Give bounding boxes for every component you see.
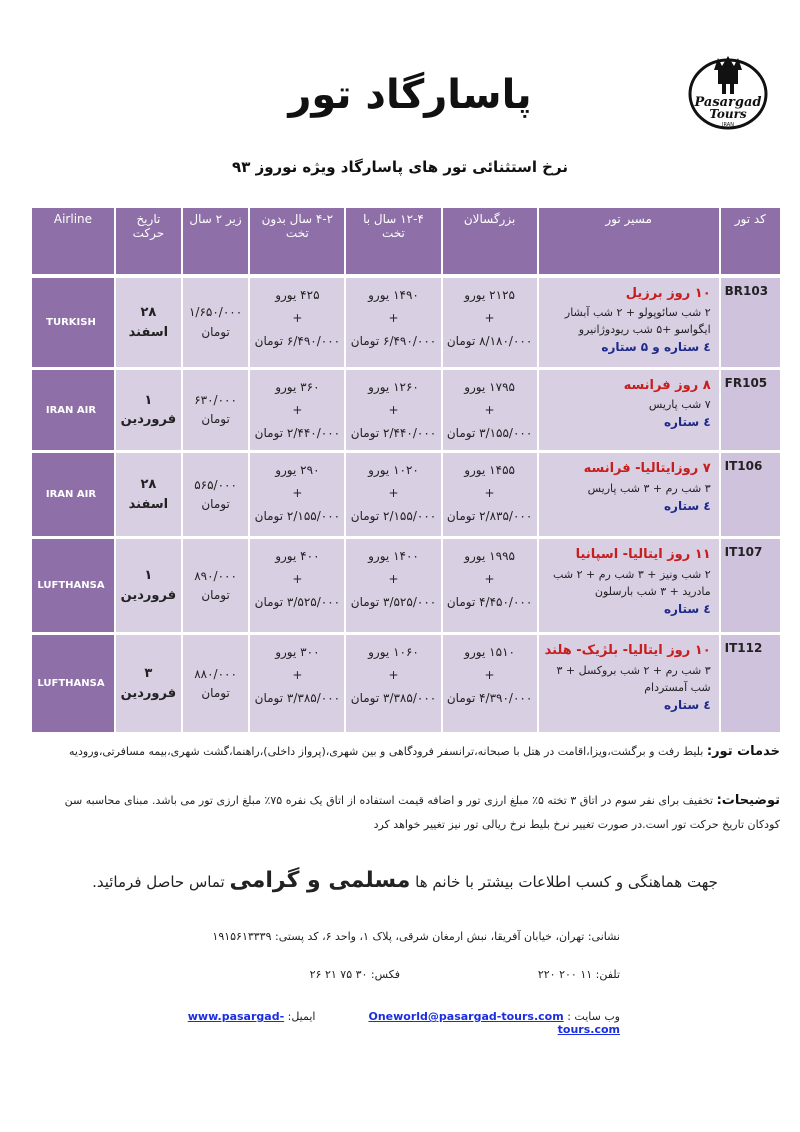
price-child-bed: ۱۴۹۰ یورو + ۶/۴۹۰/۰۰۰ تومان (344, 278, 440, 370)
price-adult: ۱۴۵۵ یورو + ۲/۸۳۵/۰۰۰ تومان (441, 453, 537, 539)
tour-code: BR103 (719, 278, 780, 370)
date-month: اسفند (128, 496, 169, 512)
price-eur: ۱۲۶۰ یورو (368, 380, 419, 394)
price-eur: ۱۴۹۰ یورو (368, 288, 419, 302)
route-stars: ٤ ستاره (663, 498, 711, 513)
tour-route (537, 278, 719, 370)
tour-price-table (30, 208, 780, 735)
route-stars: ٤ ستاره (663, 697, 711, 712)
date-month: فروردین (120, 412, 177, 428)
under-two-amount: ۱/۶۵۰/۰۰۰ (188, 305, 243, 320)
date-month: اسفند (128, 324, 169, 340)
under-two-amount: ۸۹۰/۰۰۰ (194, 568, 237, 583)
price-adult: ۲۱۲۵ یورو + ۸/۱۸۰/۰۰۰ تومان (441, 278, 537, 370)
price-toman: ۲/۴۴۰/۰۰۰ تومان (350, 425, 437, 440)
header-child-bed: ۱۲-۴ سال با تخت (344, 208, 440, 278)
price-eur: ۲۹۰ یورو (275, 463, 320, 478)
price-toman: ۴/۳۹۰/۰۰۰ تومان (446, 690, 533, 705)
under-two-unit: تومان (201, 587, 230, 602)
table-row (30, 278, 780, 370)
price-eur: ۱۰۶۰ یورو (368, 645, 419, 660)
tour-code: FR105 (719, 370, 780, 453)
tour-code: IT106 (719, 453, 780, 539)
date-month: فروردین (120, 587, 177, 603)
table-row (30, 539, 780, 635)
tour-notes (30, 788, 780, 836)
under-two-amount: ۸۸۰/۰۰۰ (194, 666, 237, 681)
price-child-bed: ۱۴۰۰ یورو + ۳/۵۲۵/۰۰۰ تومان (344, 539, 440, 635)
price-under-two (181, 370, 248, 453)
price-under-two (181, 278, 248, 370)
address: نشانی: تهران، خیابان آفریقا، نبش ارمغان شرقی، پلاک ۱، واحد ۶، کد پستی: ۱۹۱۵۶۱۳۳۳۹ (212, 930, 620, 943)
under-two-unit: تومان (201, 496, 230, 511)
date-day: ۲۸ (140, 305, 157, 320)
airline: LUFTHANSA (30, 539, 114, 635)
services-text: بلیط رفت و برگشت،ویزا،اقامت در هتل با صبحانه،ترانسفر فرودگاهی و بین شهری،(پرواز داخلی)،راهنما،گشت شهری،بیمه مسافرتی،ورودیه (69, 745, 704, 758)
logo-text-top: Pasargad (694, 95, 762, 110)
route-desc: ۲ شب سائوپولو + ۲ شب آبشار ایگواسو +۵ شب ریودوژانیرو (564, 306, 711, 337)
price-toman: ۳/۱۵۵/۰۰۰ تومان (446, 425, 533, 440)
under-two-amount: ۵۶۵/۰۰۰ (194, 477, 237, 492)
departure-date (114, 539, 181, 635)
route-desc: ۳ شب رم + ۳ شب پاریس (587, 481, 711, 495)
price-eur: ۳۶۰ یورو (275, 380, 320, 394)
price-child-nobed: ۲۹۰ یورو + ۲/۱۵۵/۰۰۰ تومان (248, 453, 344, 539)
route-stars: ٤ ستاره (663, 415, 711, 430)
price-adult: ۱۷۹۵ یورو + ۳/۱۵۵/۰۰۰ تومان (441, 370, 537, 453)
date-day: ۱ (144, 568, 153, 584)
contact-names: مسلمی و گرامی (229, 868, 411, 893)
table-row (30, 635, 780, 735)
price-toman: ۳/۳۸۵/۰۰۰ تومان (254, 690, 341, 705)
price-toman: ۲/۱۵۵/۰۰۰ تومان (350, 508, 437, 523)
table-header-row (30, 208, 780, 278)
table-row (30, 453, 780, 539)
date-month: فروردین (120, 685, 177, 701)
price-adult: ۱۵۱۰ یورو + ۴/۳۹۰/۰۰۰ تومان (441, 635, 537, 735)
price-toman: ۲/۴۴۰/۰۰۰ تومان (254, 425, 341, 440)
price-toman: ۲/۱۵۵/۰۰۰ تومان (254, 508, 341, 523)
price-toman: ۴/۴۵۰/۰۰۰ تومان (446, 594, 533, 609)
price-eur: ۴۰۰ یورو (275, 549, 320, 564)
price-child-nobed: ۳۶۰ یورو + ۲/۴۴۰/۰۰۰ تومان (248, 370, 344, 453)
header-date: تاریخ حرکت (114, 208, 181, 278)
brand-title: پاسارگاد تور (288, 72, 532, 118)
route-desc: ۲ شب ونیز + ۳ شب رم + ۲ شب مادرید + ۳ شب بارسلون (553, 567, 711, 598)
contact-prefix: جهت هماهنگی و کسب اطلاعات بیشتر با خانم ها (415, 873, 718, 891)
header-adult: بزرگسالان (441, 208, 537, 278)
price-toman: ۲/۸۳۵/۰۰۰ تومان (446, 508, 533, 523)
date-day: ۲۸ (140, 477, 157, 493)
contact-suffix: تماس حاصل فرمائید. (92, 873, 225, 891)
logo-text-sub: IRAN (722, 122, 734, 128)
tour-services (30, 742, 780, 763)
price-child-bed: ۱۲۶۰ یورو + ۲/۴۴۰/۰۰۰ تومان (344, 370, 440, 453)
departure-date (114, 278, 181, 370)
header-airline: Airline (30, 208, 114, 278)
price-child-bed: ۱۰۲۰ یورو + ۲/۱۵۵/۰۰۰ تومان (344, 453, 440, 539)
airline: IRAN AIR (30, 370, 114, 453)
route-title: ۱۰ روز برزیل (625, 286, 711, 301)
route-stars: ٤ ستاره (663, 601, 711, 616)
page-subtitle: نرخ استثنائی تور های پاسارگاد ویژه نوروز ۹۳ (232, 158, 568, 176)
tour-code: IT112 (719, 635, 780, 735)
route-title: ۷ روزایتالیا- فرانسه (583, 461, 711, 477)
departure-date (114, 635, 181, 735)
price-toman: ۶/۴۹۰/۰۰۰ تومان (350, 333, 437, 348)
fax: فکس: ۳۰ ۷۵ ۲۱ ۲۶ (309, 968, 400, 981)
price-under-two (181, 635, 248, 735)
price-eur: ۱۴۰۰ یورو (368, 549, 419, 564)
services-label: خدمات تور: (706, 744, 780, 759)
header-code: کد تور (719, 208, 780, 278)
price-eur: ۱۵۱۰ یورو (464, 645, 515, 660)
header-under-two: زیر ۲ سال (181, 208, 248, 278)
route-desc: ۷ شب پاریس (648, 398, 711, 412)
price-eur: ۱۴۵۵ یورو (464, 463, 515, 478)
table-row (30, 370, 780, 453)
notes-text: تخفیف برای نفر سوم در اتاق ۳ تخته ۵٪ مبلغ ارزی تور و اضافه قیمت استفاده از اتاق یک نفره ۷۵٪ مبلغ ارزی تور می باشد. مبنای محاسبه سن کودکان تاریخ حرکت تور است.در صورت تغییر نرخ بلیط نرخ ریالی تور نیز تغییر خواهد کرد (64, 794, 780, 831)
price-toman: ۳/۵۲۵/۰۰۰ تومان (350, 594, 437, 609)
price-eur: ۱۷۹۵ یورو (464, 380, 515, 394)
route-title: ۸ روز فرانسه (623, 378, 711, 393)
airline: IRAN AIR (30, 453, 114, 539)
under-two-unit: تومان (201, 412, 230, 427)
tour-route (537, 635, 719, 735)
price-toman: ۳/۳۸۵/۰۰۰ تومان (350, 690, 437, 705)
notes-label: توضیحات: (716, 793, 780, 808)
date-day: ۱ (144, 392, 153, 408)
tour-route (537, 370, 719, 453)
price-child-bed: ۱۰۶۰ یورو + ۳/۳۸۵/۰۰۰ تومان (344, 635, 440, 735)
airline: TURKISH (30, 278, 114, 370)
price-eur: ۲۱۲۵ یورو (464, 288, 515, 302)
price-eur: ۳۰۰ یورو (275, 645, 320, 660)
price-toman: ۸/۱۸۰/۰۰۰ تومان (446, 333, 533, 348)
departure-date (114, 370, 181, 453)
header-route: مسیر تور (537, 208, 719, 278)
price-child-nobed: ۴۲۵ یورو + ۶/۴۹۰/۰۰۰ تومان (248, 278, 344, 370)
under-two-unit: تومان (201, 685, 230, 700)
website-label: وب سایت : (567, 1010, 620, 1023)
departure-date (114, 453, 181, 539)
price-child-nobed: ۳۰۰ یورو + ۳/۳۸۵/۰۰۰ تومان (248, 635, 344, 735)
pasargad-logo (688, 50, 768, 130)
route-title: ۱۰ روز ایتالیا- بلژیک- هلند (544, 643, 711, 659)
route-desc: ۳ شب رم + ۲ شب بروکسل + ۳ شب آمستردام (556, 663, 711, 694)
price-eur: ۱۰۲۰ یورو (368, 463, 419, 478)
price-toman: ۶/۴۹۰/۰۰۰ تومان (254, 333, 341, 348)
header-child-nobed: ۴-۲ سال بدون تخت (248, 208, 344, 278)
tour-code: IT107 (719, 539, 780, 635)
logo-text-bottom: Tours (709, 107, 747, 121)
web-row (150, 1010, 620, 1036)
airline: LUFTHANSA (30, 635, 114, 735)
contact-line (60, 868, 750, 893)
under-two-amount: ۶۳۰/۰۰۰ (194, 393, 237, 407)
website-link[interactable]: www.pasargad-tours.com (187, 1010, 620, 1036)
email-label: ایمیل: (287, 1010, 316, 1023)
route-stars: ٤ ستاره و ۵ ستاره (601, 340, 711, 355)
phone: تلفن: ۱۱ ۲۰۰ ۲۲۰ (537, 968, 620, 981)
price-eur: ۱۹۹۵ یورو (464, 549, 515, 564)
price-eur: ۴۲۵ یورو (275, 288, 320, 302)
tour-route (537, 453, 719, 539)
date-day: ۳ (144, 666, 153, 682)
under-two-unit: تومان (201, 324, 230, 339)
price-child-nobed: ۴۰۰ یورو + ۳/۵۲۵/۰۰۰ تومان (248, 539, 344, 635)
price-toman: ۳/۵۲۵/۰۰۰ تومان (254, 594, 341, 609)
price-under-two (181, 539, 248, 635)
email-link[interactable]: Oneworld@pasargad-tours.com (368, 1010, 564, 1023)
tour-route (537, 539, 719, 635)
price-adult: ۱۹۹۵ یورو + ۴/۴۵۰/۰۰۰ تومان (441, 539, 537, 635)
price-under-two (181, 453, 248, 539)
route-title: ۱۱ روز ایتالیا- اسپانیا (575, 547, 711, 563)
